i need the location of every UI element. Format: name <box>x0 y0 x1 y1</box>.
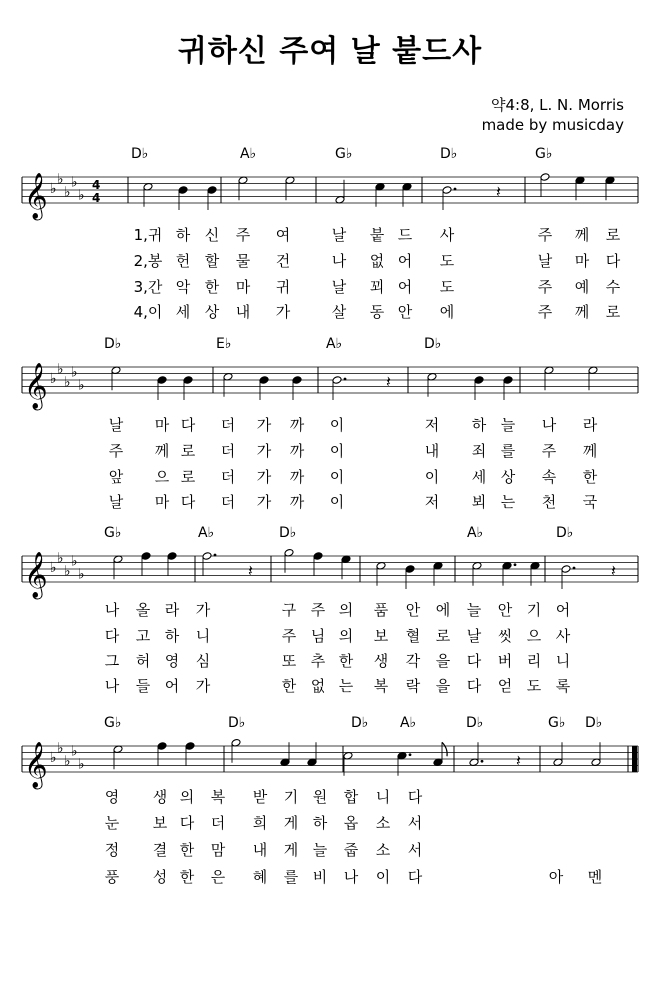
lyric-syllable: 저 <box>424 493 440 511</box>
quarter-rest-icon: 𝄽 <box>496 182 501 201</box>
flat-icon: ♭ <box>71 364 78 381</box>
lyric-syllable: 안 <box>497 601 513 619</box>
lyric-syllable: 다 <box>407 788 423 806</box>
lyric-syllable: 할 <box>204 252 220 270</box>
flat-icon: ♭ <box>57 550 64 567</box>
lyric-syllable: 더 <box>220 442 236 460</box>
lyric-syllable: 하 <box>164 627 180 645</box>
lyric-syllable: 세 <box>175 303 191 321</box>
lyric-syllable: 다 <box>605 252 621 270</box>
lyric-syllable: 건 <box>275 252 291 270</box>
lyric-syllable: 로 <box>435 627 451 645</box>
lyric-syllable: 뵈 <box>471 493 487 511</box>
lyric-syllable: 없 <box>310 677 326 695</box>
lyric-syllable: 가 <box>256 416 272 434</box>
lyric-syllable: 결 <box>152 841 168 859</box>
quarter-note <box>167 552 177 576</box>
flat-icon: ♭ <box>71 553 78 570</box>
lyric-syllable: 에 <box>439 303 455 321</box>
chord-symbol: D♭ <box>424 336 442 352</box>
lyric-syllable: 영 <box>164 652 180 670</box>
lyric-syllable: 품 <box>373 601 389 619</box>
lyric-syllable: 이 <box>329 468 345 486</box>
chord-symbol: G♭ <box>335 146 353 162</box>
lyric-syllable: 이 <box>424 468 440 486</box>
lyric-syllable: 한 <box>179 841 195 859</box>
half-note <box>561 565 575 589</box>
lyric-syllable: 보 <box>373 627 389 645</box>
lyric-syllable: 다 <box>466 652 482 670</box>
lyric-syllable: 서 <box>407 814 423 832</box>
quarter-rest-icon: 𝄽 <box>386 372 391 391</box>
lyric-syllable: 나 <box>541 416 557 434</box>
lyric-syllable: 물 <box>235 252 251 270</box>
chord-symbol: G♭ <box>535 146 553 162</box>
lyric-syllable: 복 <box>210 788 226 806</box>
lyric-syllable: 추 <box>310 652 326 670</box>
lyric-syllable: 비 <box>312 868 328 886</box>
lyric-syllable: 줍 <box>343 841 359 859</box>
chord-symbol: A♭ <box>198 525 215 541</box>
flat-icon: ♭ <box>64 374 71 391</box>
staff-system-4 <box>22 738 638 790</box>
lyric-syllable: 으 <box>526 627 542 645</box>
lyric-syllable: 라 <box>582 416 598 434</box>
lyric-syllable: 올 <box>135 601 151 619</box>
flat-icon: ♭ <box>78 377 85 394</box>
quarter-note <box>157 376 167 400</box>
flat-icon: ♭ <box>64 184 71 201</box>
quarter-note <box>474 376 484 400</box>
lyric-syllable: 을 <box>435 652 451 670</box>
lyric-syllable: 의 <box>338 601 354 619</box>
lyric-syllable: 사 <box>439 226 455 244</box>
lyric-syllable: 들 <box>135 677 151 695</box>
lyric-syllable: 을 <box>435 677 451 695</box>
quarter-note <box>292 376 302 400</box>
staff-system-1 <box>22 171 638 221</box>
lyric-syllable: 4,이 <box>133 303 163 321</box>
lyric-syllable: 마 <box>154 493 170 511</box>
lyric-syllable: 게 <box>283 814 299 832</box>
flat-icon: ♭ <box>71 174 78 191</box>
lyric-syllable: 나 <box>104 677 120 695</box>
chord-symbol: D♭ <box>104 336 122 352</box>
arranger-credit: made by musicday <box>481 116 624 134</box>
lyric-syllable: 도 <box>439 252 455 270</box>
lyric-syllable: 하 <box>312 814 328 832</box>
flat-icon: ♭ <box>57 171 64 188</box>
chord-symbol: A♭ <box>240 146 257 162</box>
lyric-syllable: 로 <box>180 442 196 460</box>
lyric-syllable: 로 <box>180 468 196 486</box>
lyric-syllable: 나 <box>331 252 347 270</box>
lyric-syllable: 생 <box>152 788 168 806</box>
chord-symbol: D♭ <box>440 146 458 162</box>
lyric-syllable: 는 <box>500 493 516 511</box>
lyric-syllable: 다 <box>407 868 423 886</box>
lyric-syllable: 혜 <box>252 868 268 886</box>
lyric-syllable: 고 <box>135 627 151 645</box>
lyric-syllable: 죄 <box>471 442 487 460</box>
chord-symbol: D♭ <box>131 146 149 162</box>
lyric-syllable: 께 <box>154 442 170 460</box>
lyric-syllable: 내 <box>424 442 440 460</box>
lyric-syllable: 다 <box>180 493 196 511</box>
lyric-syllable: 더 <box>220 416 236 434</box>
lyric-syllable: 안 <box>397 303 413 321</box>
lyric-syllable: 는 <box>338 677 354 695</box>
chord-symbol: D♭ <box>585 715 603 731</box>
lyric-syllable: 어 <box>164 677 180 695</box>
lyric-syllable: 니 <box>195 627 211 645</box>
lyric-syllable: 없 <box>369 252 385 270</box>
quarter-note <box>183 376 193 400</box>
treble-clef-icon: 𝄞 <box>24 363 48 409</box>
time-signature-bottom: 4 <box>92 191 101 205</box>
lyric-syllable: 이 <box>375 868 391 886</box>
staff-system-3 <box>22 548 638 600</box>
lyric-syllable: 날 <box>108 416 124 434</box>
lyric-syllable: 씻 <box>497 627 513 645</box>
flat-icon: ♭ <box>57 740 64 757</box>
lyric-syllable: 하 <box>471 416 487 434</box>
lyric-syllable: 성 <box>152 868 168 886</box>
quarter-note <box>141 552 151 576</box>
lyric-syllable: 에 <box>435 601 451 619</box>
lyric-syllable: 한 <box>582 468 598 486</box>
flat-icon: ♭ <box>78 566 85 583</box>
lyric-syllable: 소 <box>375 814 391 832</box>
lyric-syllable: 께 <box>582 442 598 460</box>
time-signature-top: 4 <box>92 178 101 192</box>
quarter-note <box>185 742 195 766</box>
lyric-syllable: 날 <box>331 226 347 244</box>
lyric-syllable: 주 <box>537 226 553 244</box>
lyric-syllable: 록 <box>555 677 571 695</box>
lyric-syllable: 꾀 <box>369 278 385 296</box>
quarter-note <box>405 565 415 589</box>
lyric-syllable: 상 <box>500 468 516 486</box>
lyric-syllable: 게 <box>283 841 299 859</box>
lyric-syllable: 날 <box>108 493 124 511</box>
lyric-syllable: 보 <box>152 814 168 832</box>
lyric-syllable: 저 <box>424 416 440 434</box>
lyric-syllable: 혈 <box>405 627 421 645</box>
lyric-syllable: 생 <box>373 652 389 670</box>
lyric-syllable: 더 <box>220 493 236 511</box>
lyric-syllable: 복 <box>373 677 389 695</box>
lyric-syllable: 옵 <box>343 814 359 832</box>
lyric-syllable: 주 <box>310 601 326 619</box>
lyric-syllable: 내 <box>252 841 268 859</box>
lyric-syllable: 신 <box>204 226 220 244</box>
lyric-syllable: 니 <box>555 652 571 670</box>
lyric-syllable: 더 <box>220 468 236 486</box>
lyric-syllable: 합 <box>343 788 359 806</box>
lyric-syllable: 으 <box>154 468 170 486</box>
treble-clef-icon: 𝄞 <box>24 552 48 598</box>
lyric-syllable: 안 <box>405 601 421 619</box>
lyric-syllable: 서 <box>407 841 423 859</box>
lyric-syllable: 드 <box>397 226 413 244</box>
lyric-syllable: 국 <box>582 493 598 511</box>
lyric-syllable: 늘 <box>466 601 482 619</box>
lyric-syllable: 세 <box>471 468 487 486</box>
lyric-syllable: 늘 <box>312 841 328 859</box>
song-title: 귀하신 주여 날 붙드사 <box>177 34 483 69</box>
lyric-syllable: 다 <box>179 814 195 832</box>
lyric-syllable: 풍 <box>104 868 120 886</box>
lyric-syllable: 소 <box>375 841 391 859</box>
lyric-syllable: 영 <box>104 788 120 806</box>
flat-icon: ♭ <box>64 753 71 770</box>
lyric-syllable: 주 <box>281 627 297 645</box>
lyric-syllable: 그 <box>104 652 120 670</box>
quarter-note <box>259 376 269 400</box>
flat-icon: ♭ <box>50 560 57 576</box>
lyric-syllable: 멘 <box>587 868 603 886</box>
chord-symbol: G♭ <box>104 715 122 731</box>
lyric-syllable: 주 <box>537 278 553 296</box>
lyric-syllable: 어 <box>397 278 413 296</box>
final-thick-bar <box>632 746 637 772</box>
half-note <box>202 552 216 576</box>
staff-system-2 <box>22 361 638 411</box>
half-note <box>540 173 550 197</box>
lyric-syllable: 살 <box>331 303 347 321</box>
lyric-syllable: 기 <box>526 601 542 619</box>
lyric-syllable: 도 <box>526 677 542 695</box>
quarter-rest-icon: 𝄽 <box>248 561 253 580</box>
lyric-syllable: 까 <box>289 468 305 486</box>
lyric-syllable: 각 <box>405 652 421 670</box>
half-note <box>332 376 346 400</box>
lyric-syllable: 의 <box>338 627 354 645</box>
chord-symbol: D♭ <box>279 525 297 541</box>
lyric-syllable: 니 <box>375 788 391 806</box>
lyric-syllable: 가 <box>275 303 291 321</box>
chord-symbol: D♭ <box>351 715 369 731</box>
flat-icon: ♭ <box>50 181 57 197</box>
lyric-syllable: 심 <box>195 652 211 670</box>
flat-icon: ♭ <box>50 371 57 387</box>
lyric-syllable: 까 <box>289 442 305 460</box>
quarter-note <box>313 552 323 576</box>
lyric-syllable: 사 <box>555 627 571 645</box>
chord-symbol: G♭ <box>548 715 566 731</box>
lyric-syllable: 내 <box>235 303 251 321</box>
lyric-syllable: 도 <box>439 278 455 296</box>
lyric-syllable: 가 <box>256 493 272 511</box>
lyric-syllable: 주 <box>235 226 251 244</box>
lyric-syllable: 까 <box>289 493 305 511</box>
lyric-syllable: 락 <box>405 677 421 695</box>
lyric-syllable: 원 <box>312 788 328 806</box>
lyric-syllable: 날 <box>331 278 347 296</box>
lyric-syllable: 주 <box>537 303 553 321</box>
chord-symbol: A♭ <box>400 715 417 731</box>
lyric-syllable: 리 <box>526 652 542 670</box>
lyric-syllable: 하 <box>175 226 191 244</box>
lyric-syllable: 3,간 <box>133 278 163 296</box>
lyric-syllable: 이 <box>329 416 345 434</box>
lyric-syllable: 2,봉 <box>133 252 163 270</box>
lyric-syllable: 여 <box>275 226 291 244</box>
lyric-syllable: 가 <box>195 601 211 619</box>
lyric-syllable: 한 <box>281 677 297 695</box>
lyric-syllable: 라 <box>164 601 180 619</box>
scripture-composer-credit: 약4:8, L. N. Morris <box>491 96 624 114</box>
lyric-syllable: 마 <box>154 416 170 434</box>
lyric-syllable: 의 <box>179 788 195 806</box>
lyric-syllable: 얻 <box>497 677 513 695</box>
lyric-syllable: 귀 <box>275 278 291 296</box>
lyric-syllable: 동 <box>369 303 385 321</box>
chord-symbol: D♭ <box>556 525 574 541</box>
lyric-syllable: 속 <box>541 468 557 486</box>
lyric-syllable: 한 <box>204 278 220 296</box>
lyric-syllable: 한 <box>338 652 354 670</box>
lyric-syllable: 수 <box>605 278 621 296</box>
lyric-syllable: 붙 <box>369 226 385 244</box>
flat-icon: ♭ <box>71 743 78 760</box>
flat-icon: ♭ <box>78 187 85 204</box>
lyric-syllable: 버 <box>497 652 513 670</box>
lyric-syllable: 님 <box>310 627 326 645</box>
lyric-syllable: 주 <box>108 442 124 460</box>
lyric-syllable: 더 <box>210 814 226 832</box>
lyric-syllable: 1,귀 <box>133 226 163 244</box>
chord-symbol: D♭ <box>228 715 246 731</box>
lyric-syllable: 다 <box>104 627 120 645</box>
lyric-syllable: 맘 <box>210 841 226 859</box>
lyric-syllable: 가 <box>195 677 211 695</box>
lyric-syllable: 마 <box>574 252 590 270</box>
flat-icon: ♭ <box>57 361 64 378</box>
lyric-syllable: 날 <box>537 252 553 270</box>
lyric-syllable: 상 <box>204 303 220 321</box>
lyric-syllable: 께 <box>574 226 590 244</box>
flat-icon: ♭ <box>50 750 57 766</box>
lyric-syllable: 허 <box>135 652 151 670</box>
quarter-rest-icon: 𝄽 <box>516 751 521 770</box>
lyric-syllable: 다 <box>180 416 196 434</box>
lyric-syllable: 구 <box>281 601 297 619</box>
chord-symbol: E♭ <box>216 336 232 352</box>
chord-symbol: G♭ <box>104 525 122 541</box>
lyric-syllable: 날 <box>466 627 482 645</box>
treble-clef-icon: 𝄞 <box>24 173 48 219</box>
quarter-note <box>503 376 513 400</box>
lyric-syllable: 나 <box>104 601 120 619</box>
lyric-syllable: 를 <box>283 868 299 886</box>
lyric-syllable: 한 <box>179 868 195 886</box>
lyric-syllable: 희 <box>252 814 268 832</box>
lyric-syllable: 받 <box>252 788 268 806</box>
flat-icon: ♭ <box>78 756 85 773</box>
lyric-syllable: 악 <box>175 278 191 296</box>
quarter-note <box>207 186 217 210</box>
quarter-note <box>157 742 167 766</box>
lyric-syllable: 주 <box>541 442 557 460</box>
lyric-syllable: 아 <box>548 868 564 886</box>
flat-icon: ♭ <box>64 563 71 580</box>
lyric-syllable: 정 <box>104 841 120 859</box>
lyric-syllable: 로 <box>605 303 621 321</box>
lyric-syllable: 앞 <box>108 468 124 486</box>
quarter-note <box>178 186 188 210</box>
lyric-syllable: 까 <box>289 416 305 434</box>
lyric-syllable: 로 <box>605 226 621 244</box>
lyric-syllable: 마 <box>235 278 251 296</box>
lyric-syllable: 천 <box>541 493 557 511</box>
lyric-syllable: 를 <box>500 442 516 460</box>
lyric-syllable: 다 <box>466 677 482 695</box>
lyric-syllable: 이 <box>329 493 345 511</box>
lyric-syllable: 이 <box>329 442 345 460</box>
lyric-syllable: 늘 <box>500 416 516 434</box>
quarter-rest-icon: 𝄽 <box>611 561 616 580</box>
lyric-syllable: 기 <box>283 788 299 806</box>
lyric-syllable: 께 <box>574 303 590 321</box>
lyric-syllable: 어 <box>397 252 413 270</box>
lyric-syllable: 예 <box>574 278 590 296</box>
chord-symbol: D♭ <box>466 715 484 731</box>
treble-clef-icon: 𝄞 <box>24 742 48 788</box>
lyric-syllable: 가 <box>256 468 272 486</box>
chord-symbol: A♭ <box>467 525 484 541</box>
lyric-syllable: 은 <box>210 868 226 886</box>
lyric-syllable: 어 <box>555 601 571 619</box>
lyric-syllable: 나 <box>343 868 359 886</box>
lyric-syllable: 가 <box>256 442 272 460</box>
lyric-syllable: 눈 <box>104 814 120 832</box>
lyric-syllable: 또 <box>281 652 297 670</box>
half-note <box>442 186 456 210</box>
chord-symbol: A♭ <box>326 336 343 352</box>
lyric-syllable: 헌 <box>175 252 191 270</box>
